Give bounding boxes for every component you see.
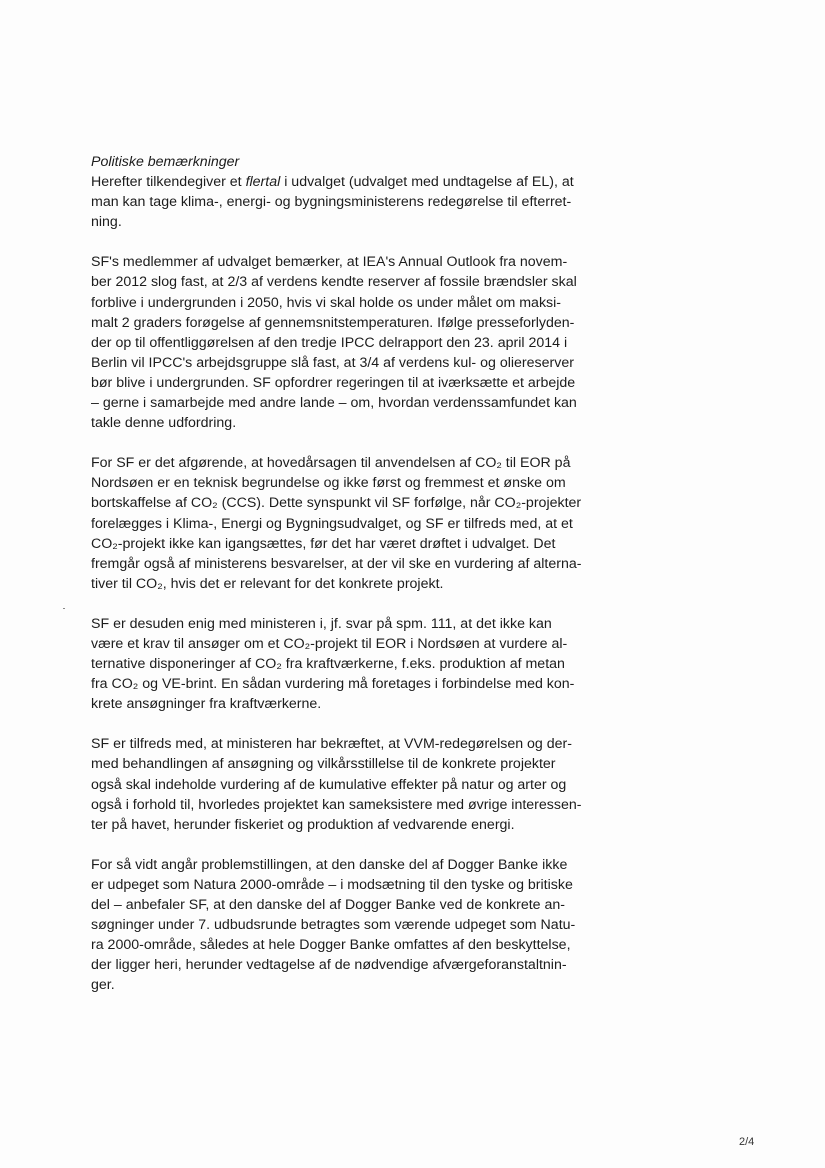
text-line xyxy=(91,514,581,534)
text-segment: tiver til CO₂, hvis det er relevant for det konkrete projekt. xyxy=(91,575,444,592)
document-body xyxy=(91,152,581,1015)
page-number: 2/4 xyxy=(739,1136,755,1148)
text-line xyxy=(91,795,581,815)
text-line xyxy=(91,192,581,212)
text-segment: bør blive i undergrunden. SF opfordrer regeringen til at iværksætte et arbejde xyxy=(91,374,576,391)
text-segment: SF er tilfreds med, at ministeren har bekræftet, at VVM-redegørelsen og der- xyxy=(91,736,572,753)
paragraph xyxy=(91,855,581,996)
text-segment: der op til offentliggørelsen af den tredje IPCC delrapport den 23. april 2014 i xyxy=(91,334,568,351)
text-segment: man kan tage klima-, energi- og bygningsministerens redegørelse til efterret- xyxy=(91,194,572,211)
text-segment: malt 2 graders forøgelse af gennemsnitstemperaturen. Ifølge presseforlyden- xyxy=(91,314,575,331)
text-line xyxy=(91,353,581,373)
text-segment: der ligger heri, herunder vedtagelse af de nødvendige afværgeforanstaltnin- xyxy=(91,957,567,974)
text-segment: Nordsøen er en teknisk begrundelse og ikke først og fremmest et ønske om xyxy=(91,475,566,492)
text-line xyxy=(91,212,581,232)
text-segment: er udpeget som Natura 2000-område – i modsætning til den tyske og britiske xyxy=(91,876,573,893)
text-line xyxy=(91,272,581,292)
text-line xyxy=(91,574,581,594)
text-line xyxy=(91,293,581,313)
text-segment: forblive i undergrunden i 2050, hvis vi skal holde os under målet om maksi- xyxy=(91,294,562,311)
text-line xyxy=(91,734,581,754)
text-line xyxy=(91,935,581,955)
text-segment: i udvalget (udvalget med undtagelse af EL), at xyxy=(280,174,574,191)
text-line xyxy=(91,172,581,192)
text-line xyxy=(91,975,581,995)
text-line xyxy=(91,674,581,694)
text-segment: bortskaffelse af CO₂ (CCS). Dette synspunkt vil SF forfølge, når CO₂-projekter xyxy=(91,495,582,512)
text-line xyxy=(91,875,581,895)
text-line xyxy=(91,413,581,433)
paragraph-container xyxy=(91,172,581,995)
text-segment: også skal indeholde vurdering af de kumulative effekter på natur og arter og xyxy=(91,776,567,793)
text-segment: Berlin vil IPCC's arbejdsgruppe slå fast, at 3/4 af verdens kul- og oliereserver xyxy=(91,354,574,371)
text-segment: For så vidt angår problemstillingen, at den danske del af Dogger Banke ikke xyxy=(91,856,568,873)
text-segment: ning. xyxy=(91,214,122,231)
text-line xyxy=(91,754,581,774)
text-segment: For SF er det afgørende, at hovedårsagen til anvendelsen af CO₂ til EOR på xyxy=(91,455,571,472)
text-line xyxy=(91,453,581,473)
text-segment: også i forhold til, hvorledes projektet kan sameksistere med øvrige interessen- xyxy=(91,796,582,813)
text-segment: del – anbefaler SF, at den danske del af Dogger Banke ved de konkrete an- xyxy=(91,897,566,913)
text-segment: CO₂-projekt ikke kan igangsættes, før det har været drøftet i udvalget. Det xyxy=(91,535,556,552)
text-segment: ter på havet, herunder fiskeriet og produktion af vedvarende energi. xyxy=(91,816,515,833)
text-line xyxy=(91,473,581,493)
text-line xyxy=(91,815,581,835)
paragraph xyxy=(91,614,581,714)
text-line xyxy=(91,915,581,935)
text-line xyxy=(91,634,581,654)
text-line xyxy=(91,252,581,272)
text-segment: ternative disponeringer af CO₂ fra kraftværkerne, f.eks. produktion af metan xyxy=(91,656,565,673)
text-line xyxy=(91,313,581,333)
text-segment: takle denne udfordring. xyxy=(91,415,237,432)
text-line xyxy=(91,694,581,714)
section-heading: Politiske bemærkninger xyxy=(91,154,240,170)
text-segment: være et krav til ansøger om et CO₂-projekt til EOR i Nordsøen at vurdere al- xyxy=(91,635,568,652)
text-segment: SF er desuden enig med ministeren i, jf. svar på spm. 111, at det ikke kan xyxy=(91,615,552,632)
text-segment: ber 2012 slog fast, at 2/3 af verdens kendte reserver af fossile brændsler skal xyxy=(91,274,577,291)
text-line xyxy=(91,614,581,634)
paragraph xyxy=(91,453,581,594)
text-line xyxy=(91,554,581,574)
text-line xyxy=(91,333,581,353)
text-segment: krete ansøgninger fra kraftværkerne. xyxy=(91,696,322,713)
text-line xyxy=(91,654,581,674)
text-segment: fra CO₂ og VE-brint. En sådan vurdering må foretages i forbindelse med kon- xyxy=(91,676,575,693)
text-line xyxy=(91,393,581,413)
text-segment: med behandlingen af ansøgning og vilkårsstillelse til de konkrete projekter xyxy=(91,756,556,773)
paragraph xyxy=(91,252,581,433)
text-segment: SF's medlemmer af udvalget bemærker, at IEA's Annual Outlook fra novem- xyxy=(91,254,568,271)
text-segment: søgninger under 7. udbudsrunde betragtes som værende udpeget som Natu- xyxy=(91,917,576,934)
paragraph xyxy=(91,172,581,232)
text-segment: – gerne i samarbejde med andre lande – om, hvordan verdenssamfundet kan xyxy=(91,395,577,412)
text-line xyxy=(91,493,581,513)
scan-speck xyxy=(63,608,65,609)
emphasis-text: flertal xyxy=(245,174,281,191)
text-line xyxy=(91,855,581,875)
text-line xyxy=(91,775,581,795)
text-line xyxy=(91,895,581,915)
text-segment: Herefter tilkendegiver et xyxy=(91,174,246,191)
text-segment: fremgår også af ministerens besvarelser, at der vil ske en vurdering af alterna- xyxy=(91,555,582,572)
text-segment: ger. xyxy=(91,977,115,994)
text-segment: forelægges i Klima-, Energi og Bygningsudvalget, og SF er tilfreds med, at et xyxy=(91,515,573,532)
paragraph xyxy=(91,734,581,834)
text-line xyxy=(91,955,581,975)
text-line xyxy=(91,534,581,554)
text-line xyxy=(91,373,581,393)
text-segment: ra 2000-område, således at hele Dogger Banke omfattes af den beskyttelse, xyxy=(91,937,571,954)
